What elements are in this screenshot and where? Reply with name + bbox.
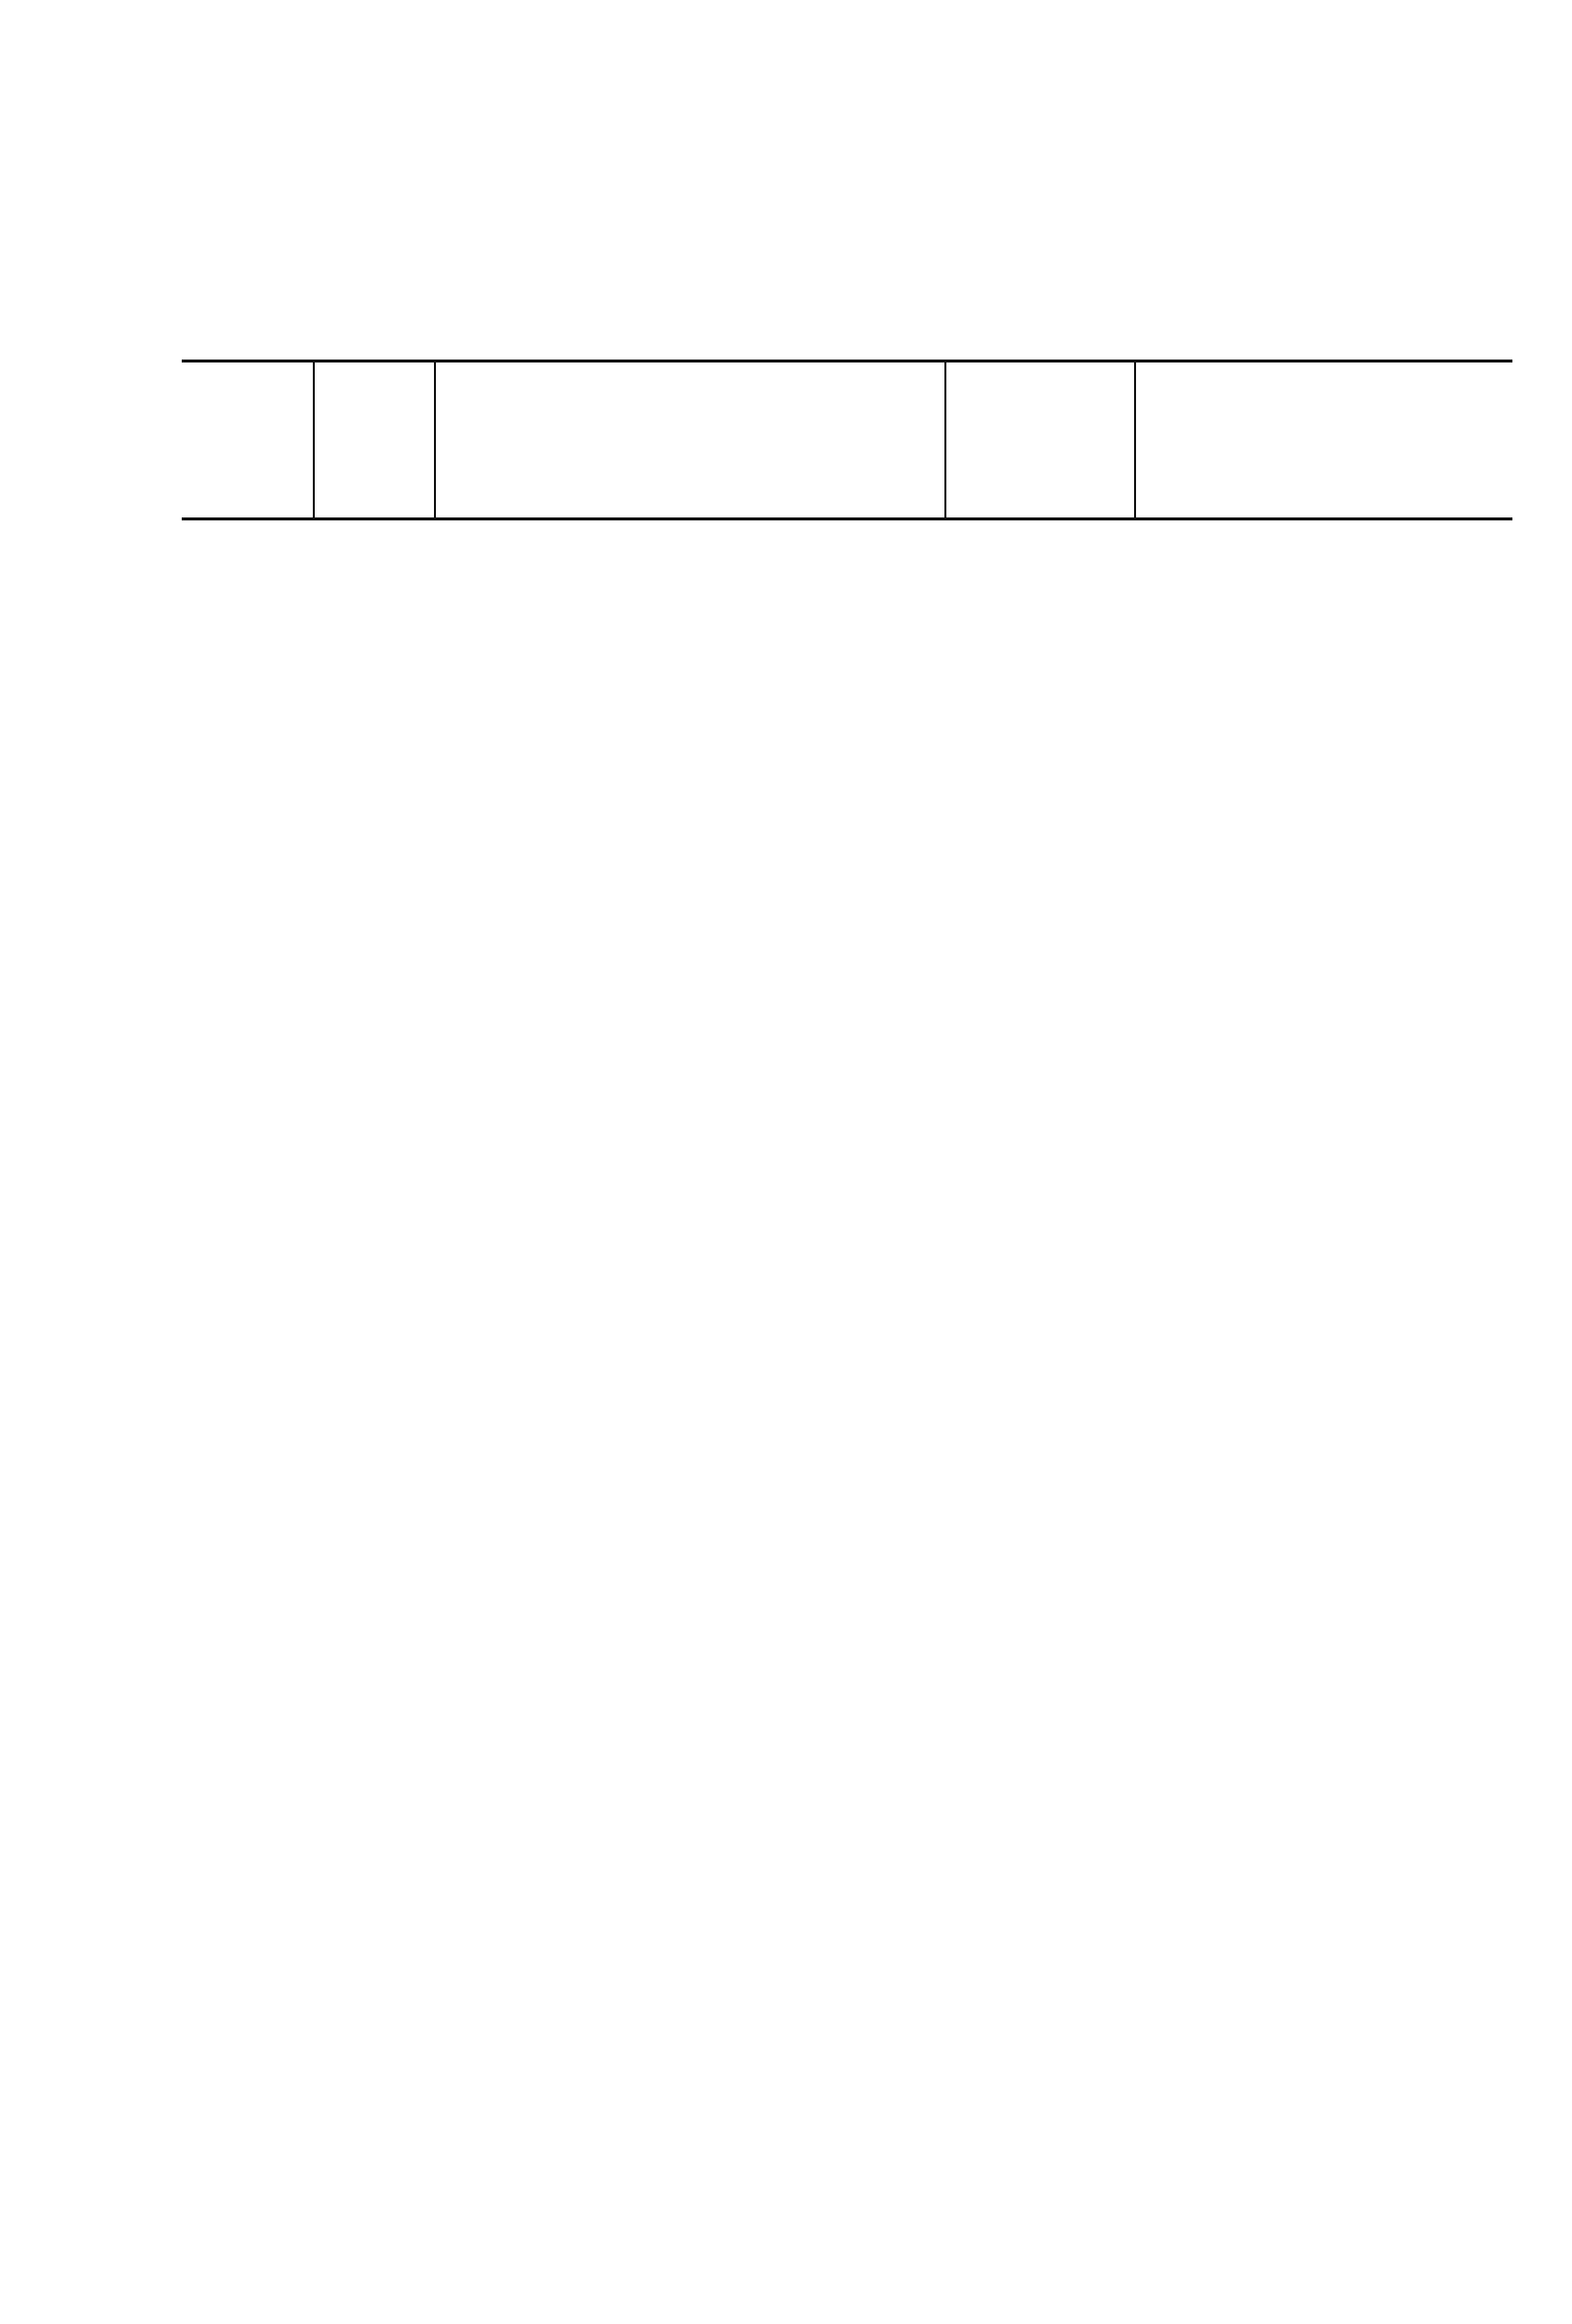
column-header-name [435,362,945,519]
column-header-feature [182,362,314,519]
column-header-drawing [314,362,435,519]
column-header-code [945,362,1135,519]
measurements-table [182,360,1512,520]
table-header-row [182,362,1512,519]
column-header-value [1135,362,1512,519]
